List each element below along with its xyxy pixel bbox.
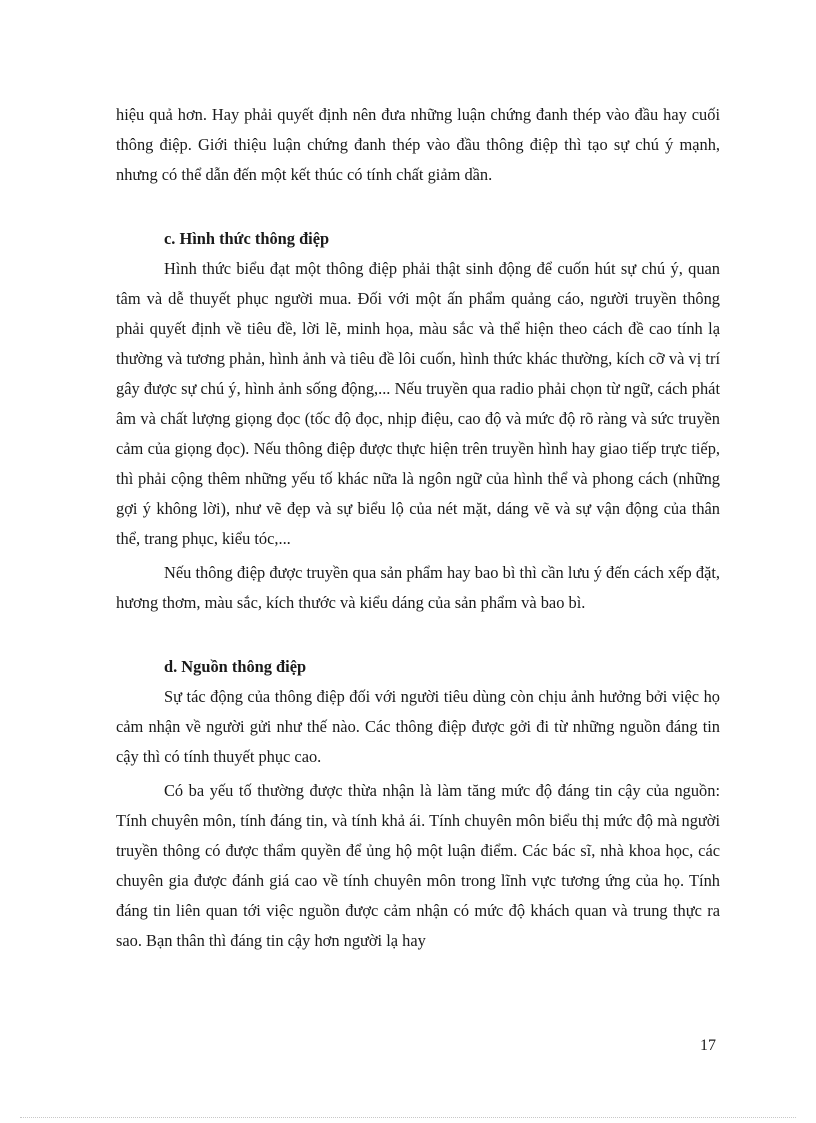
section-heading-d: d. Nguồn thông điệp [164, 657, 307, 676]
page-bottom-divider [20, 1117, 796, 1118]
paragraph-packaging: Nếu thông điệp được truyền qua sản phẩm hay bao bì thì cần lưu ý đến cách xếp đặt, hương thơm, màu sắc, kích thước và kiểu dáng của sản phẩm và bao bì. [116, 563, 720, 612]
paragraph-credibility-factors: Có ba yếu tố thường được thừa nhận là làm tăng mức độ đáng tin cậy của nguồn: Tính chuyên môn, tính đáng tin, và tính khả ái. Tính chuyên môn biểu thị mức độ mà người truyền thông có được thẩm quyền để ủng hộ một luận điểm. Các bác sĩ, nhà khoa học, các chuyên gia được đánh giá cao về tính chuyên môn trong lĩnh vực tương ứng của họ. Tính đáng tin liên quan tới việc nguồn được cảm nhận có mức độ khách quan và trung thực ra sao. Bạn thân thì đáng tin cậy hơn người lạ hay [116, 781, 720, 950]
paragraph-continuation: hiệu quả hơn. Hay phải quyết định nên đưa những luận chứng đanh thép vào đầu hay cuối thông điệp. Giới thiệu luận chứng đanh thép vào đầu thông điệp thì tạo sự chú ý mạnh, nhưng có thể dẫn đến một kết thúc có tính chất giảm dần. [116, 105, 720, 184]
paragraph-message-source: Sự tác động của thông điệp đối với người tiêu dùng còn chịu ảnh hưởng bởi việc họ cảm nhận về người gửi như thế nào. Các thông điệp được gởi đi từ những nguồn đáng tin cậy thì có tính thuyết phục cao. [116, 687, 720, 766]
paragraph-message-form: Hình thức biểu đạt một thông điệp phải thật sinh động để cuốn hút sự chú ý, quan tâm và dễ thuyết phục người mua. Đối với một ấn phẩm quảng cáo, người truyền thông phải quyết định về tiêu đề, lời lẽ, minh họa, màu sắc và thể hiện theo cách đề cao tính lạ thường và tương phản, hình ảnh và tiêu đề lôi cuốn, hình thức khác thường, kích cỡ và vị trí gây được sự chú ý, hình ảnh sống động,... Nếu truyền qua radio phải chọn từ ngữ, cách phát âm và chất lượng giọng đọc (tốc độ đọc, nhịp điệu, cao độ và mức độ rõ ràng và sức truyền cảm của giọng đọc). Nếu thông điệp được thực hiện trên truyền hình hay giao tiếp trực tiếp, thì phải cộng thêm những yếu tố khác nữa là ngôn ngữ của hình thể và phong cách (những gợi ý không lời), như vẽ đẹp và sự biểu lộ của nét mặt, dáng vẽ và sự vận động của thân thể, trang phục, kiểu tóc,... [116, 259, 720, 548]
section-heading-c: c. Hình thức thông điệp [164, 229, 330, 248]
page-body [116, 100, 720, 956]
page-number: 17 [700, 1037, 716, 1054]
